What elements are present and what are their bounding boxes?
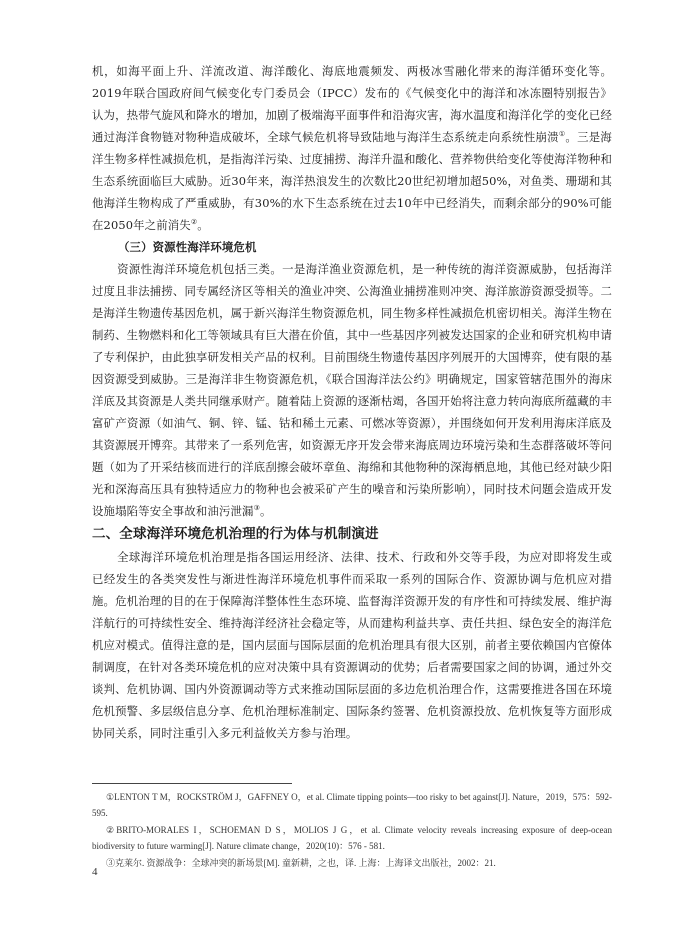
- footnote-3: ③克莱尔. 资源战争：全球冲突的新场景[M]. 童新耕，之也，译. 上海：上海译文出版社，2002：21.: [106, 858, 496, 868]
- footnote-1: ①LENTON T M，ROCKSTRÖM J，GAFFNEY O，et al. Climate tipping points—too risky to bet against[J]. Nature，2019，575：592-595.: [92, 792, 612, 818]
- paragraph-1-text-a: 机，如海平面上升、洋流改道、海洋酸化、海底地震频发、两极冰雪融化带来的海洋循环变化等。2019年联合国政府间气候变化专门委员会（IPCC）发布的《气候变化中的海洋和冰冻圈特别报告》认为，热带气旋风和降水的增加，加剧了极端海平面事件和沿海灾害，海水温度和海洋化学的变化已经通过海洋食物链对物种造成破坏，全球气候危机将导致陆地与海洋生态系统走向系统性崩溃: [92, 64, 612, 144]
- paragraph-3: 全球海洋环境危机治理是指各国运用经济、法律、技术、行政和外交等手段，为应对即将发生或已经发生的各类突发性与渐进性海洋环境危机事件而采取一系列的国际合作、资源协调与危机应对措施。危机治理的目的在于保障海洋整体性生态环境、监督海洋资源开发的有序性和可持续发展、维护海洋航行的可持续性安全、维持海洋经济社会稳定等，从而建构利益共享、责任共担、绿色安全的海洋危机应对模式。值得注意的是，国内层面与国际层面的危机治理具有很大区别，前者主要依赖国内官僚体制调度，在针对各类环境危机的应对决策中具有资源调动的优势；后者需要国家之间的协调，通过外交谈判、危机协调、国内外资源调动等方式来推动国际层面的多边危机治理合作，这需要推进各国在环境危机预警、多层级信息分享、危机治理标准制定、国际条约签署、危机资源投放、危机恢复等方面形成协同关系，同时注重引入多元利益攸关方参与治理。: [92, 550, 612, 740]
- paragraph-1-text-c: 。: [197, 218, 209, 232]
- paragraph-1-text-b: 。三是海洋生物多样性减损危机，是指海洋污染、过度捕捞、海洋升温和酸化、营养物供给变化等使海洋物种和生态系统面临巨大威胁。近30年来，海洋热浪发生的次数比20世纪初增加超50%，对鱼类、珊瑚和其他海洋生物构成了严重威胁，有30%的水下生态系统在过去10年中已经消失，而剩余部分的90%可能在2050年之前消失: [92, 130, 612, 232]
- footnote-2: ②BRITO-MORALES I，SCHOEMAN D S，MOLIOS J G，et al. Climate velocity reveals increasing exposure of deep-ocean biodiversity to future warming[J]. Nature climate change，2020(10)：576 - 581.: [92, 825, 612, 851]
- body-text: [92, 60, 612, 744]
- footnote-ref-1[interactable]: ①: [558, 130, 566, 139]
- paragraph-1: [92, 60, 612, 236]
- section-title: 二、全球海洋环境危机治理的行为体与机制演进: [92, 526, 379, 542]
- footnote-ref-2[interactable]: ②: [190, 218, 198, 227]
- paragraph-2: [92, 258, 612, 522]
- paragraph-2-text-a: 资源性海洋环境危机包括三类。一是海洋渔业资源危机，是一种传统的海洋资源威胁，包括海洋过度且非法捕捞、同专属经济区等相关的渔业冲突、公海渔业捕捞准则冲突、海洋旅游资源受损等。二是海洋生物遗传基因危机，属于新兴海洋生物资源危机，同生物多样性减损危机密切相关。海洋生物在制药、生物燃料和化工等领域具有巨大潜在价值，其中一些基因序列被发达国家的企业和研究机构申请了专利保护，由此独享研发相关产品的权利。目前围绕生物遗传基因序列展开的大国博弈，使有限的基因资源受到威胁。三是海洋非生物资源危机，《联合国海洋法公约》明确规定，国家管辖范围外的海床洋底及其资源是人类共同继承财产。随着陆上资源的逐渐枯竭，各国开始将注意力转向海底所蕴藏的丰富矿产资源（如油气、铜、锌、锰、钴和稀土元素、可燃冰等资源），并围绕如何开发利用海床洋底及其资源展开博弈。其带来了一系列危害，如资源无序开发会带来海底周边环境污染和生态群落破坏等问题（如为了开采结核而进行的洋底刮擦会破坏章鱼、海绵和其他物种的深海栖息地，其他已经对缺少阳光和深海高压具有独特适应力的物种也会被采矿产生的噪音和污染所影响），同时技术问题会造成开发设施塌陷等安全事故和油污泄漏: [92, 262, 612, 518]
- paragraph-2-text-b: 。: [260, 504, 272, 518]
- footnote-divider: [92, 783, 292, 784]
- subheading-resource-crisis: （三）资源性海洋环境危机: [118, 240, 257, 254]
- page-number: 4: [92, 866, 98, 878]
- footnote-ref-3[interactable]: ③: [253, 504, 261, 513]
- footnotes: [92, 790, 612, 874]
